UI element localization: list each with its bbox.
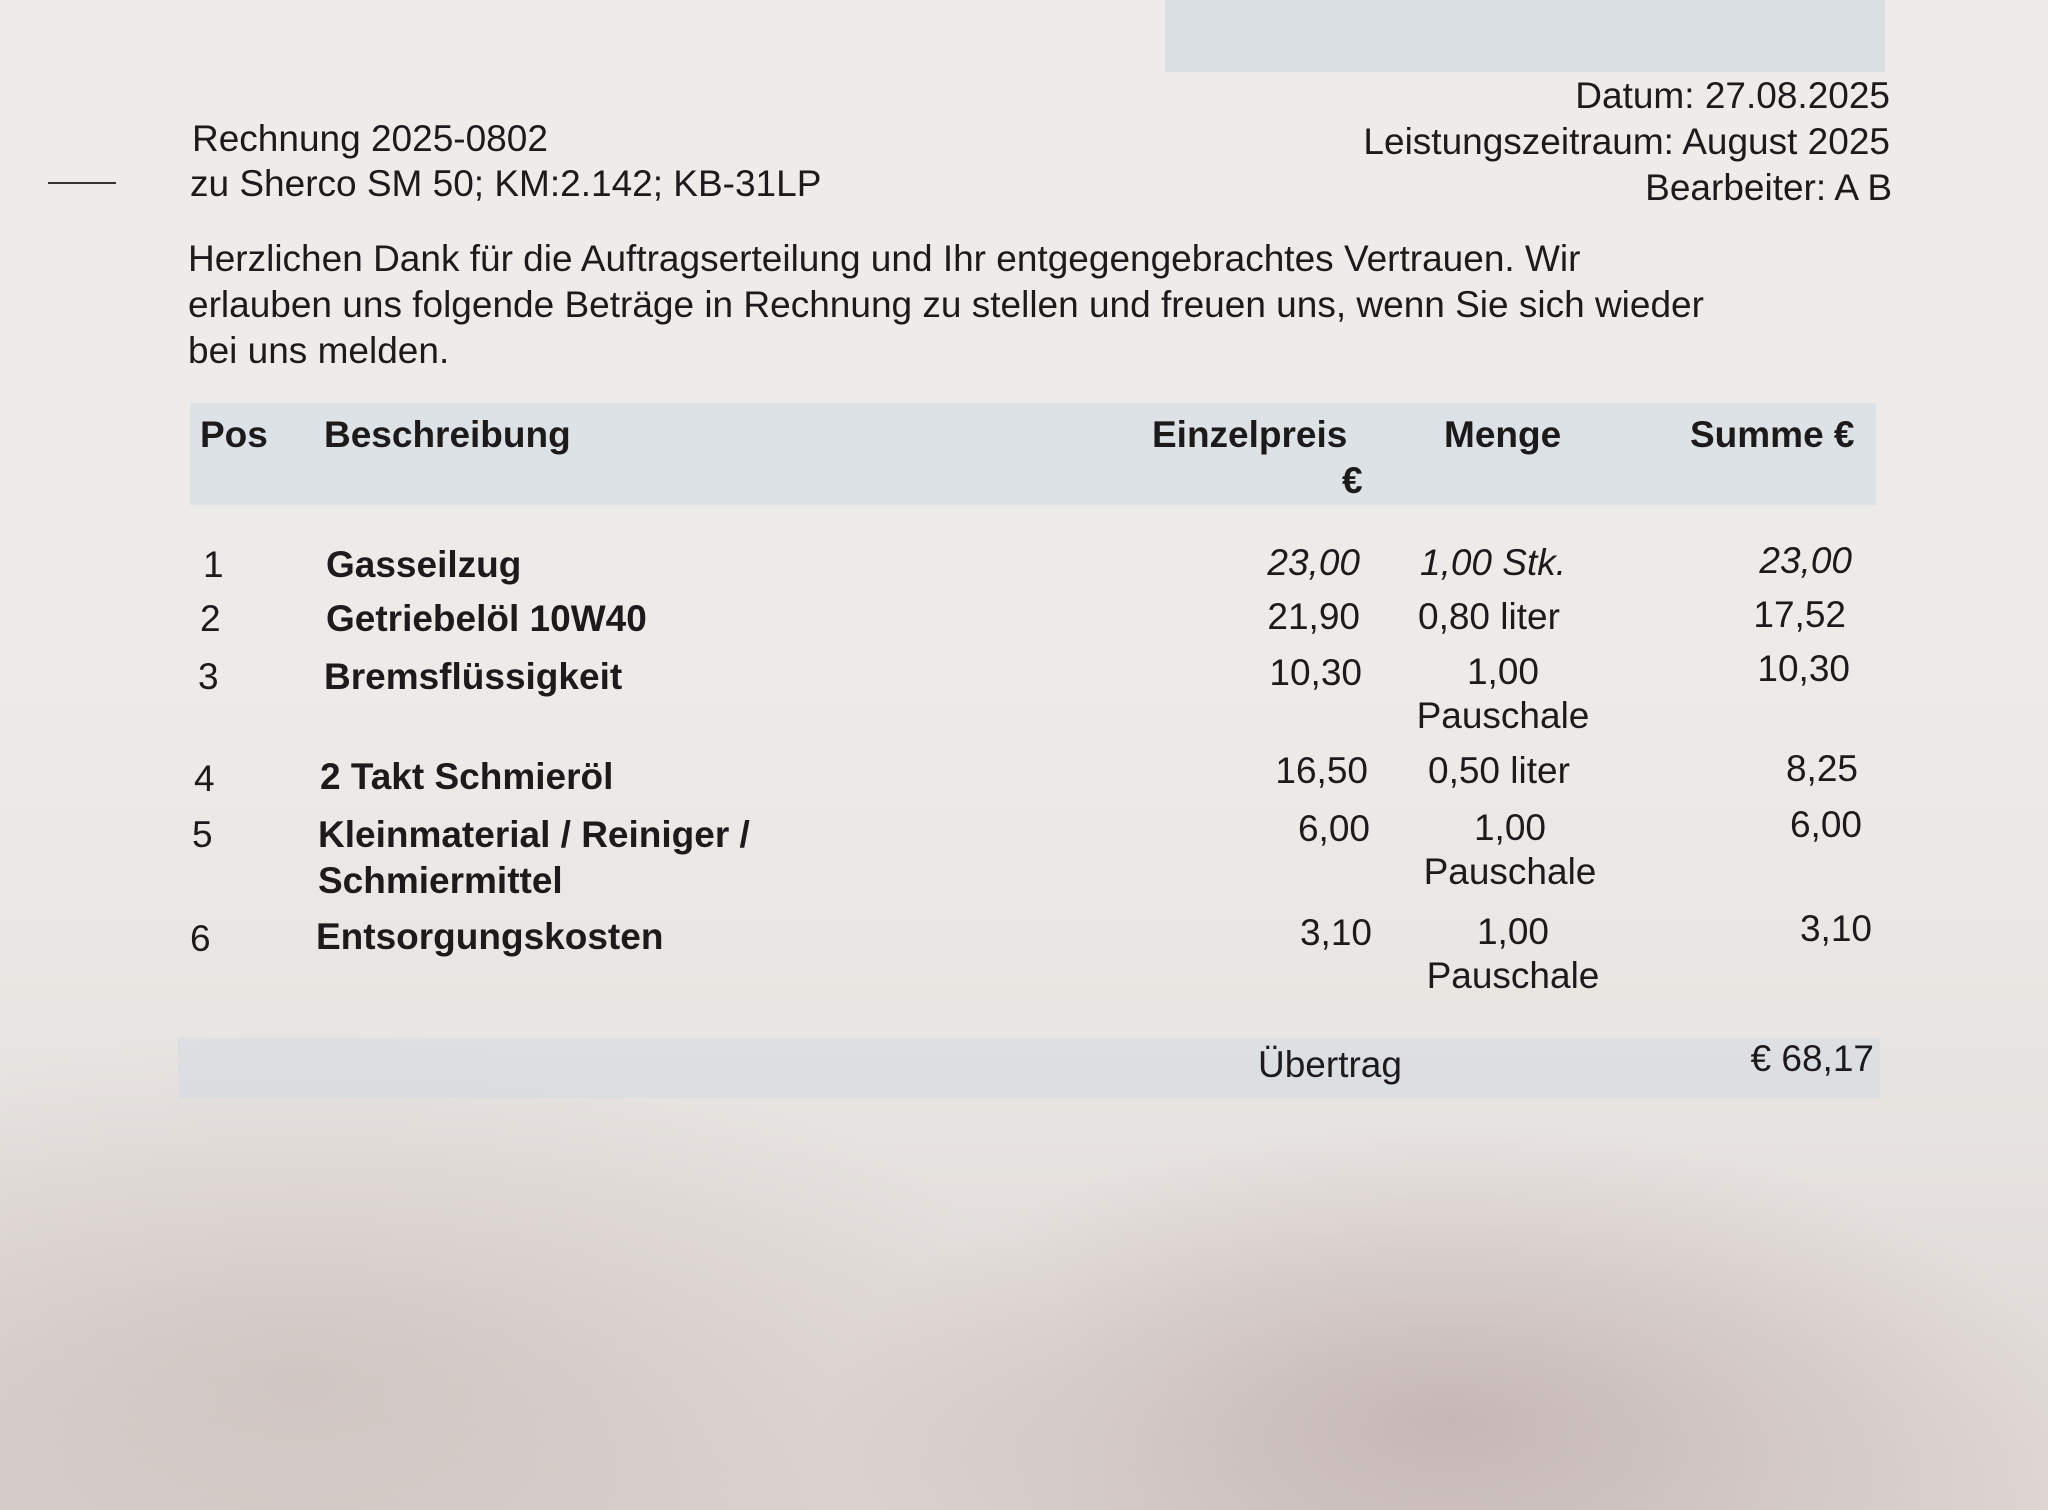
row-description: Bremsflüssigkeit (324, 656, 623, 697)
row-quantity-amount: 1,00 (1466, 651, 1539, 692)
row-pos: 6 (190, 918, 211, 959)
header-unit-price: Einzelpreis (1152, 414, 1348, 455)
row-unit-price: 23,00 (1267, 542, 1360, 583)
row-total: 3,10 (1799, 908, 1872, 949)
invoice-title: Rechnung 2025-0802 (192, 118, 548, 159)
row-total: 17,52 (1753, 594, 1846, 635)
row-description (318, 812, 750, 904)
row-description-line-1: Kleinmaterial / Reiniger / (318, 814, 750, 855)
service-period: Leistungszeitraum: August 2025 (1363, 121, 1890, 162)
clerk: Bearbeiter: A B (1645, 167, 1892, 208)
header-unit-price-currency: € (1342, 460, 1363, 501)
row-description: Gasseilzug (326, 544, 522, 585)
row-quantity-unit: Pauschale (1416, 695, 1590, 736)
row-quantity-unit: Pauschale (1426, 955, 1600, 996)
row-pos: 4 (194, 758, 215, 799)
row-unit-price: 6,00 (1297, 808, 1370, 849)
row-unit-price: 21,90 (1267, 596, 1360, 637)
row-pos: 3 (198, 656, 219, 697)
intro-line-3: bei uns melden. (188, 330, 450, 371)
row-unit-price: 16,50 (1275, 750, 1368, 791)
header-total: Summe € (1690, 414, 1855, 455)
row-quantity (1398, 910, 1628, 998)
row-total: 10,30 (1757, 648, 1850, 689)
row-quantity-amount: 1,00 (1476, 911, 1549, 952)
row-total: 6,00 (1789, 804, 1862, 845)
carry-label: Übertrag (1258, 1044, 1402, 1085)
vehicle-line: zu Sherco SM 50; KM:2.142; KB-31LP (190, 163, 822, 204)
row-description: 2 Takt Schmieröl (320, 756, 614, 797)
row-description: Getriebelöl 10W40 (326, 598, 647, 639)
row-quantity-unit: Pauschale (1423, 851, 1597, 892)
row-total: 23,00 (1759, 540, 1852, 581)
carry-band (178, 1038, 1880, 1098)
header-pos: Pos (200, 414, 268, 455)
intro-line-2: erlauben uns folgende Beträge in Rechnung zu stellen und freuen uns, wenn Sie sich wieder (188, 284, 1704, 325)
row-quantity: 0,50 liter (1428, 750, 1570, 791)
row-unit-price: 3,10 (1299, 912, 1372, 953)
header-quantity: Menge (1444, 414, 1562, 455)
invoice-date: Datum: 27.08.2025 (1575, 75, 1890, 116)
intro-line-1: Herzlichen Dank für die Auftragserteilung und Ihr entgegengebrachtes Vertrauen. Wir (188, 238, 1581, 279)
row-quantity (1388, 650, 1618, 738)
background-shading (1165, 0, 1885, 72)
row-pos: 5 (192, 814, 213, 855)
row-total: 8,25 (1785, 748, 1858, 789)
row-quantity: 1,00 Stk. (1420, 542, 1567, 583)
row-description: Entsorgungskosten (316, 916, 664, 957)
row-quantity (1395, 806, 1625, 894)
header-description: Beschreibung (324, 414, 571, 455)
row-unit-price: 10,30 (1269, 652, 1362, 693)
row-description-line-2: Schmiermittel (318, 860, 563, 901)
row-pos: 2 (200, 598, 221, 639)
row-quantity-amount: 1,00 (1473, 807, 1546, 848)
row-quantity: 0,80 liter (1418, 596, 1560, 637)
intro-text (188, 236, 1908, 374)
row-pos: 1 (203, 544, 224, 585)
carry-total: € 68,17 (1750, 1038, 1874, 1079)
fold-mark (48, 182, 116, 184)
